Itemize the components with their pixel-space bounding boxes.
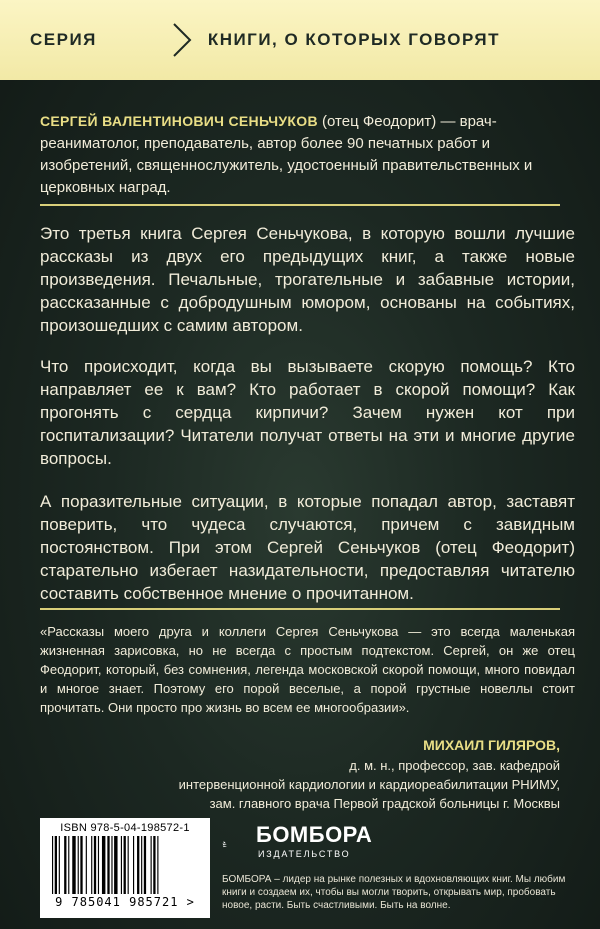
publisher-note: БОМБОРА – лидер на рынке полезных и вдохновляющих книг. Мы любим книги и создаем их, чтобы вы могли творить, открывать мир, пробовать новое, расти. Быть счастливыми. Быть на волне. [222,874,566,911]
credential-line: интервенционной кардиологии и кардиореабилитации РНИМУ, [178,777,560,792]
series-title: КНИГИ, О КОТОРЫХ ГОВОРЯТ [207,30,500,49]
series-label: СЕРИЯ [30,30,97,49]
divider [40,204,560,206]
author-name: СЕРГЕЙ ВАЛЕНТИНОВИЧ СЕНЬЧУКОВ [40,113,318,129]
annotation-paragraph-3: А поразительные ситуации, в которые попадал автор, заставят поверить, что чудеса случаются, причем с завидным постоянством. При этом Сергей Сеньчуков (отец Феодорит) старательно избегает назидательности, предоставляя читателю составить собственное мнение о прочитанном. [40,492,575,603]
isbn-text: ISBN 978-5-04-198572-1 [60,822,190,834]
annotation-paragraph-1: Это третья книга Сергея Сеньчукова, в которую вошли лучшие рассказы из двух его предыдущих книг, а также новые произведения. Печальные, трогательные и забавные истории, рассказанные с добродушным юмором, основаны на событиях, произошедших с самим автором. [40,224,575,335]
annotation-paragraph-2: Что происходит, когда вы вызываете скорую помощь? Кто направляет ее к вам? Кто работает в скорой помощи? Как прогонять с сердца кирпичи? Зачем нужен кот при госпитализации? Читатели получат ответы на эти и многие другие вопросы. [40,357,575,468]
reviewer-credentials [179,756,560,813]
bombora-logo-icon [222,820,256,870]
divider [40,608,560,610]
review-quote: «Рассказы моего друга и коллеги Сергея Сеньчукова — это всегда маленькая жизненная зарисовка, но не всегда с простым подтекстом. Сергей, он же отец Феодорит, который, без сомнения, легенда московской скорой помощи, много повидал и многое знает. Поэтому его порой веселые, а порой грустные новеллы стоит прочитать. Они просто про жизнь во всем ее многообразии». [40,624,575,715]
barcode-icon [50,836,200,894]
isbn-barcode [40,818,210,918]
series-banner [0,0,600,80]
author-bio [40,110,575,199]
credential-line: зам. главного врача Первой градской больницы г. Москвы [209,796,560,811]
chevron-right-icon [170,22,194,58]
author-bio-text: (отец Феодорит) — врач-реаниматолог, преподаватель, автор более 90 печатных работ и изобретений, священнослужитель, удостоенный правительственных и церковных наград. [40,113,533,196]
credential-line: д. м. н., профессор, зав. кафедрой [349,758,560,773]
publisher-logo-subtitle: ИЗДАТЕЛЬСТВО [258,849,351,859]
reviewer-name: МИХАИЛ ГИЛЯРОВ, [423,737,560,753]
publisher-logo-text: БОМБОРА [256,822,373,847]
barcode-digits: 9 785041 985721 > [55,895,195,909]
